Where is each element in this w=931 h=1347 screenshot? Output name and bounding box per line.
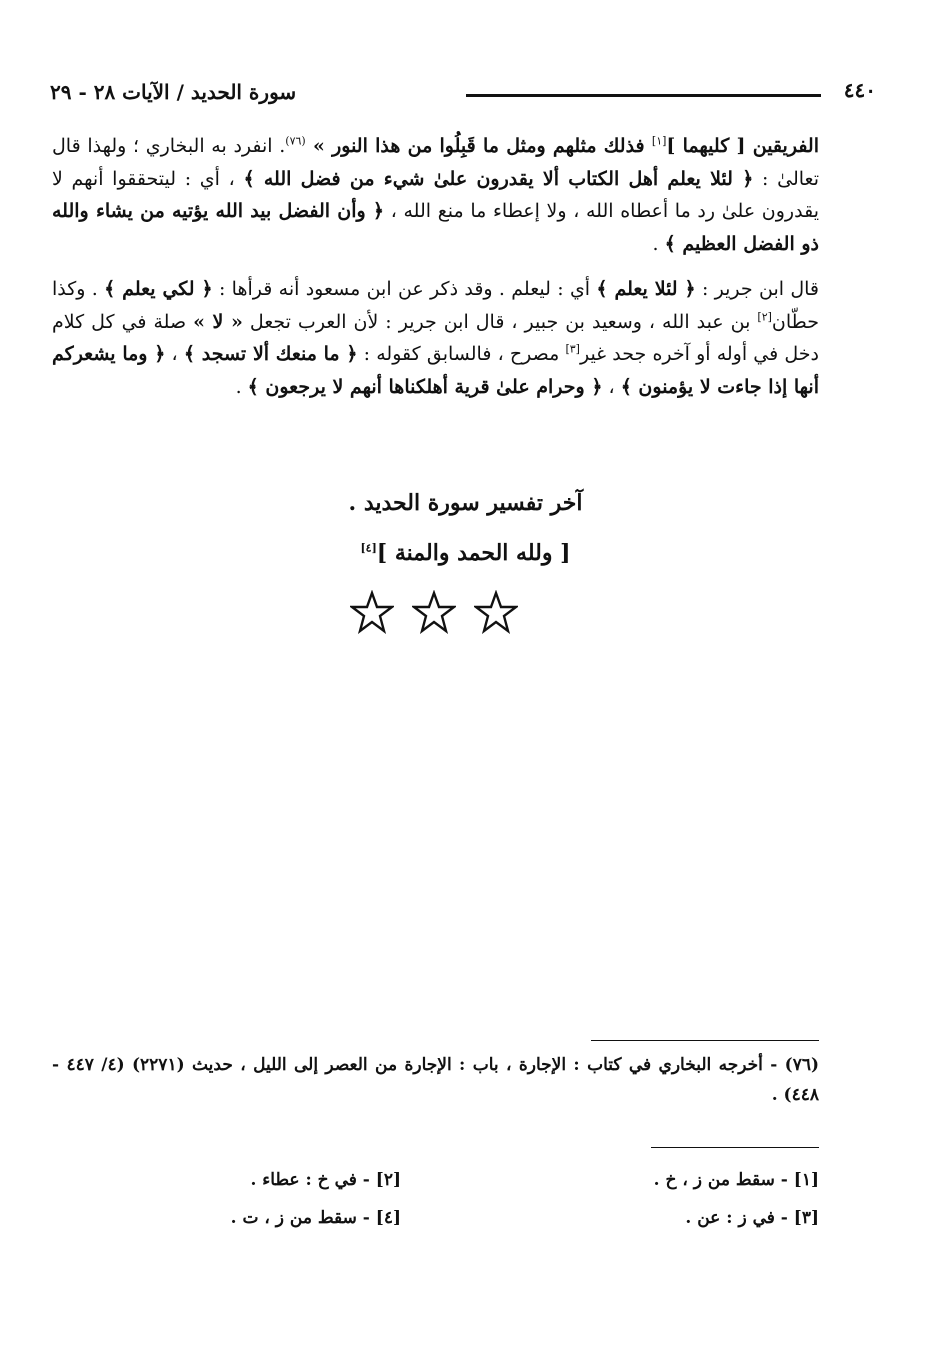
commentary-text: بن عبد الله ، وسعيد بن جبير ، قال ابن جرير : لأن العرب تجعل	[242, 310, 758, 333]
closing-line-1: آخر تفسير سورة الحديد .	[348, 490, 583, 516]
page-header	[50, 78, 876, 114]
star-icon	[412, 590, 456, 634]
quoted-text: ﴿ وما يشعركم أنها إذا جاءت لا يؤمنون ﴾	[52, 343, 819, 398]
commentary-text: .	[652, 232, 665, 255]
quoted-text: ﴿ وأن الفضل بيد الله يؤتيه من يشاء والله ذو الفضل العظيم ﴾	[52, 200, 819, 255]
commentary-text: صلة في كل كلام دخل في أوله أو آخره جحد غير	[52, 310, 819, 365]
variant-note-2: [٢] - في خ : عطاء .	[250, 1170, 401, 1190]
closing-line-2-text: [ ولله الحمد والمنة ]	[376, 540, 571, 566]
paragraph-1	[52, 130, 819, 260]
quoted-text: ﴿ لكي يعلم ﴾	[104, 278, 213, 300]
commentary-text: . انفرد به البخاري ؛ ولهذا قال تعالىٰ :	[52, 135, 819, 190]
commentary-text: ،	[602, 375, 621, 398]
commentary-text: .	[235, 375, 248, 398]
section-divider-stars	[350, 590, 520, 646]
commentary-text: مصرح ، فالسابق كقوله :	[357, 343, 566, 365]
commentary-text: أي : ليعلم . وقد ذكر عن ابن مسعود أنه قرأها :	[212, 278, 597, 300]
running-title: سورة الحديد / الآيات ٢٨ - ٢٩	[50, 80, 297, 104]
closing-line-2-note: [٤]	[360, 541, 377, 555]
commentary-text: ، أي : ليتحققوا أنهم لا يقدرون علىٰ رد ما أعطاه الله ، ولا إعطاء ما منع الله ،	[52, 167, 819, 222]
footnote-marker: (٧٦)	[285, 134, 306, 148]
star-icon	[350, 590, 394, 634]
footnote-marker: [٢]	[757, 310, 772, 324]
quoted-text: « لا »	[193, 310, 243, 333]
variant-note-3: [٣] - في ز : عن .	[685, 1208, 819, 1228]
quoted-text: فذلك مثلهم ومثل ما قَبِلُوا من هذا النور »	[305, 135, 652, 157]
closing-section	[0, 478, 931, 578]
footnote-marker: [٣]	[565, 342, 580, 356]
quoted-text: ﴿ لئلا يعلم أهل الكتاب ألا يقدرون علىٰ شيء من فضل الله ﴾	[243, 167, 754, 190]
star-icon	[474, 590, 518, 634]
footnote-rule	[591, 1040, 819, 1041]
quoted-text: ﴿ وحرام علىٰ قرية أهلكناها أنهم لا يرجعون ﴾	[247, 375, 603, 398]
quoted-text: ﴿ لئلا يعلم ﴾	[596, 278, 696, 300]
closing-line-2	[0, 528, 931, 578]
commentary-text: . وكذا حطّان	[52, 278, 819, 333]
footnote-marker: [١]	[651, 134, 667, 148]
commentary-text: قال ابن جرير :	[695, 278, 820, 300]
main-text	[52, 130, 819, 403]
header-rule	[466, 94, 821, 97]
quoted-text: الفريقين [ كليهما ]	[666, 135, 819, 157]
page-number: ٤٤٠	[843, 78, 876, 102]
variant-note-1: [١] - سقط من ز ، خ .	[653, 1170, 819, 1190]
paragraph-2	[52, 273, 819, 403]
footnote-76: (٧٦) - أخرجه البخاري في كتاب : الإجارة ، باب : الإجارة من العصر إلى الليل ، حديث (٢٢٧١) (٤/ ٤٤٧ - ٤٤٨) .	[52, 1055, 819, 1105]
variant-notes-rule	[651, 1147, 819, 1148]
commentary-text: ،	[165, 343, 184, 365]
variant-note-4: [٤] - سقط من ز ، ت .	[230, 1208, 401, 1228]
quoted-text: ﴿ ما منعك ألا تسجد ﴾	[183, 343, 358, 365]
